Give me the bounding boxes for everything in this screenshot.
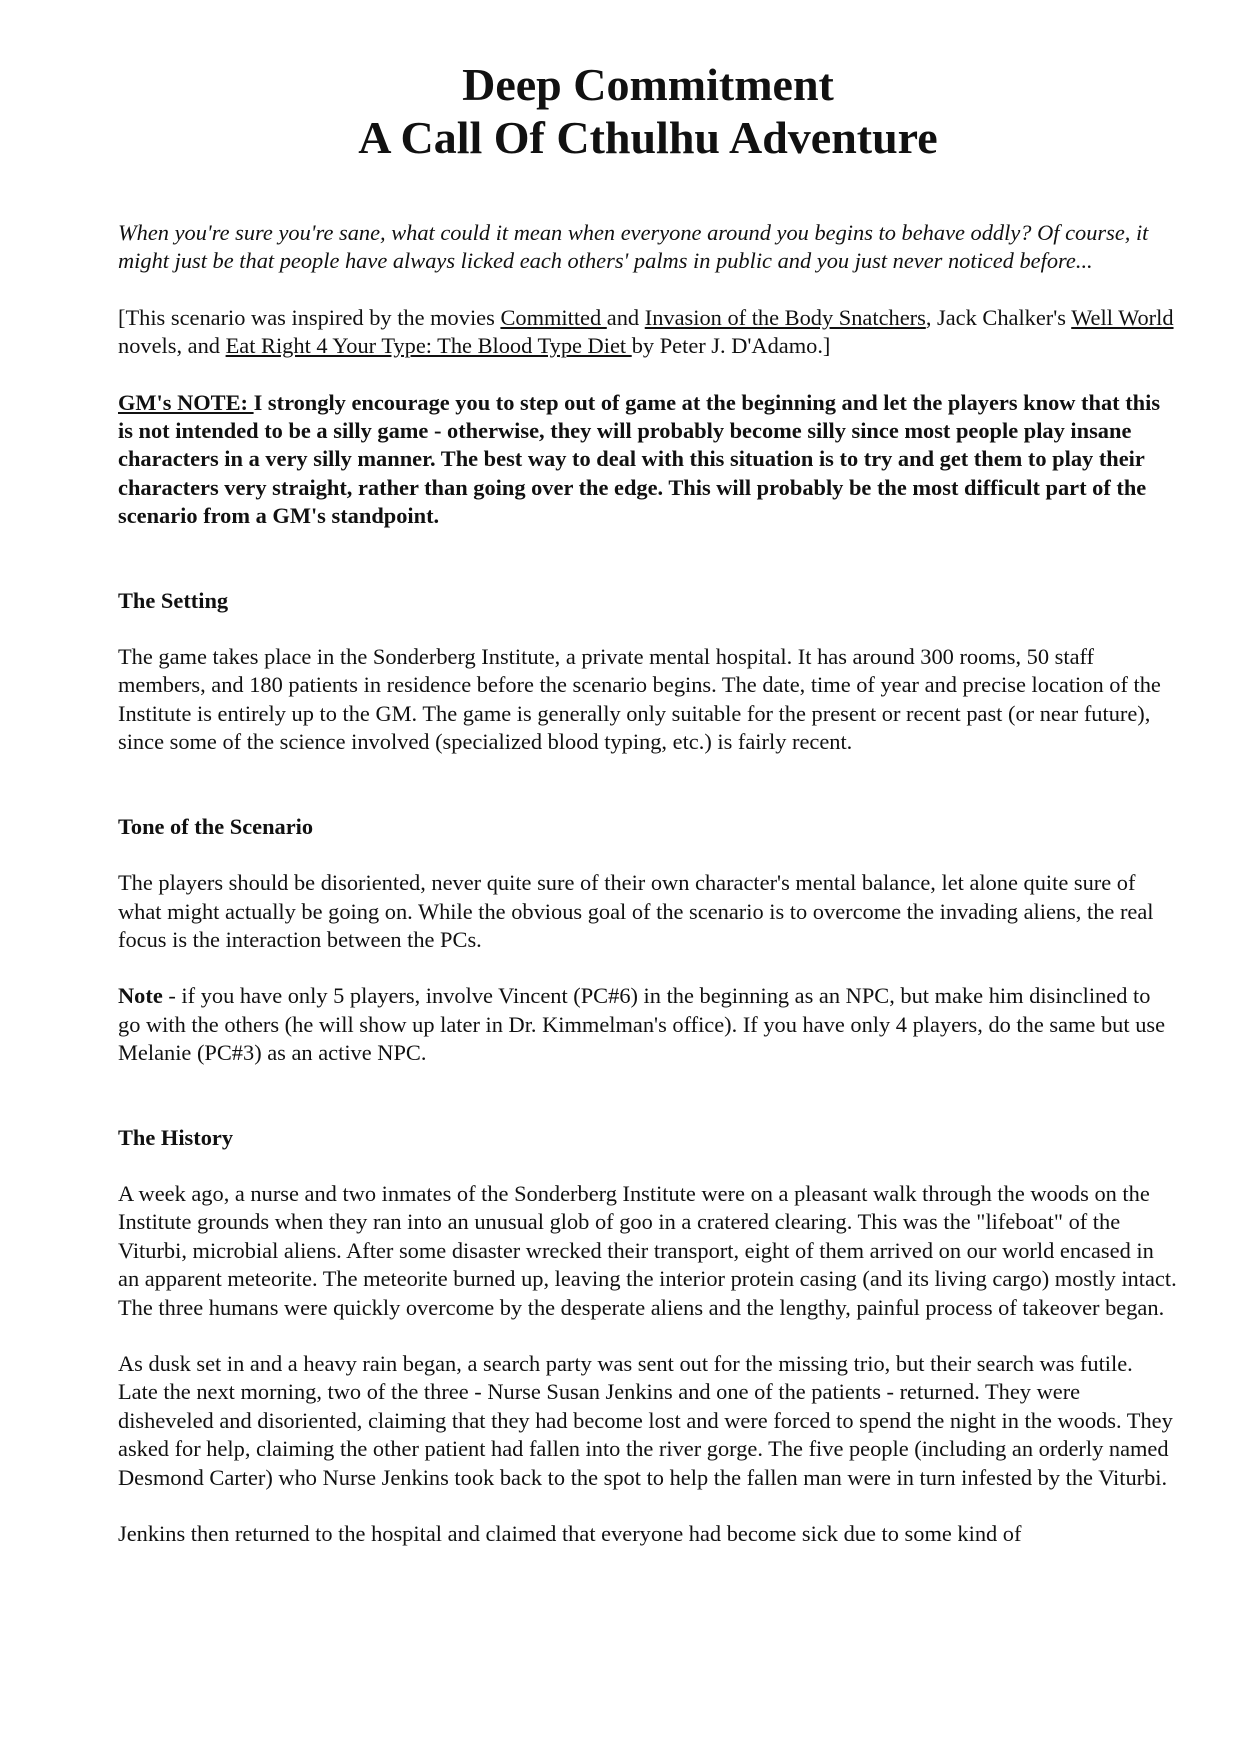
inspiration-text-5: by Peter J. D'Adamo.] [631,333,831,359]
inspiration-text-2: and [606,304,645,330]
tone-note-text: - if you have only 5 players, involve Vincent (PC#6) in the beginning as an NPC, but make him disinclined to go with the others (he will show up later in Dr. Kimmelman's office). If you have only 4 players, do the same but use Melanie (PC#3) as an active NPC. [118,983,1166,1066]
inspiration-text-4: novels, and [118,333,226,359]
setting-paragraph: The game takes place in the Sonderberg Institute, a private mental hospital. It has around 300 rooms, 50 staff members, and 180 patients in residence before the scenario begins. The date, time of year and precise location of the Institute is entirely up to the GM. The game is generally only suitable for the present or recent past (or near future), since some of the science involved (specialized blood typing, etc.) is fairly recent. [118,644,1161,755]
gm-note-label: GM's NOTE: [118,389,254,415]
gm-note-paragraph [118,389,1178,531]
title-line-2: A Call Of Cthulhu Adventure [358,112,938,163]
link-well-world[interactable]: Well World [1071,304,1174,330]
heading-history: The History [118,1124,234,1150]
history-paragraph-2: As dusk set in and a heavy rain began, a search party was sent out for the missing trio, but their search was futile. Late the next morning, two of the three - Nurse Susan Jenkins and one of the patients - returned. They were disheveled and disoriented, claiming that they had become lost and were forced to spend the night in the woods. They asked for help, claiming the other patient had fallen into the river gorge. The five people (including an orderly named Desmond Carter) who Nurse Jenkins took back to the spot to help the fallen man were in turn infested by the Viturbi. [118,1350,1173,1490]
link-committed[interactable]: Committed [500,304,607,330]
tone-note-paragraph [118,982,1178,1067]
intro-paragraph: When you're sure you're sane, what could it mean when everyone around you begins to behave oddly? Of course, it might just be that people have always licked each others' palms in public and you just never noticed before... [118,220,1149,274]
inspiration-paragraph [118,304,1178,361]
document-title [118,58,1178,164]
heading-setting: The Setting [118,587,229,613]
history-paragraph-3: Jenkins then returned to the hospital and claimed that everyone had become sick due to some kind of [118,1521,1022,1546]
inspiration-text-3: , Jack Chalker's [925,304,1072,330]
gm-note-text: I strongly encourage you to step out of game at the beginning and let the players know that this is not intended to be a silly game - otherwise, they will probably become silly since most people play insane characters in a very silly manner. The best way to deal with this situation is to try and get them to play their characters very straight, rather than going over the edge. This will probably be the most difficult part of the scenario from a GM's standpoint. [118,389,1161,529]
tone-paragraph: The players should be disoriented, never quite sure of their own character's mental balance, let alone quite sure of what might actually be going on. While the obvious goal of the scenario is to overcome the invading aliens, the real focus is the interaction between the PCs. [118,870,1154,952]
heading-tone: Tone of the Scenario [118,813,314,839]
history-paragraph-1: A week ago, a nurse and two inmates of the Sonderberg Institute were on a pleasant walk through the woods on the Institute grounds when they ran into an unusual glob of goo in a cratered clearing. This was the "lifeboat" of the Viturbi, microbial aliens. After some disaster wrecked their transport, eight of them arrived on our world encased in an apparent meteorite. The meteorite burned up, leaving the interior protein casing (and its living cargo) mostly intact. The three humans were quickly overcome by the desperate aliens and the lengthy, painful process of takeover began. [118,1180,1177,1320]
tone-note-label: Note [118,983,163,1009]
inspiration-text-1: [This scenario was inspired by the movies [118,304,501,330]
link-body-snatchers[interactable]: Invasion of the Body Snatchers [644,304,926,330]
document-page [118,58,1178,1548]
title-line-1: Deep Commitment [462,59,834,110]
link-blood-type-diet[interactable]: Eat Right 4 Your Type: The Blood Type Diet [225,333,632,359]
